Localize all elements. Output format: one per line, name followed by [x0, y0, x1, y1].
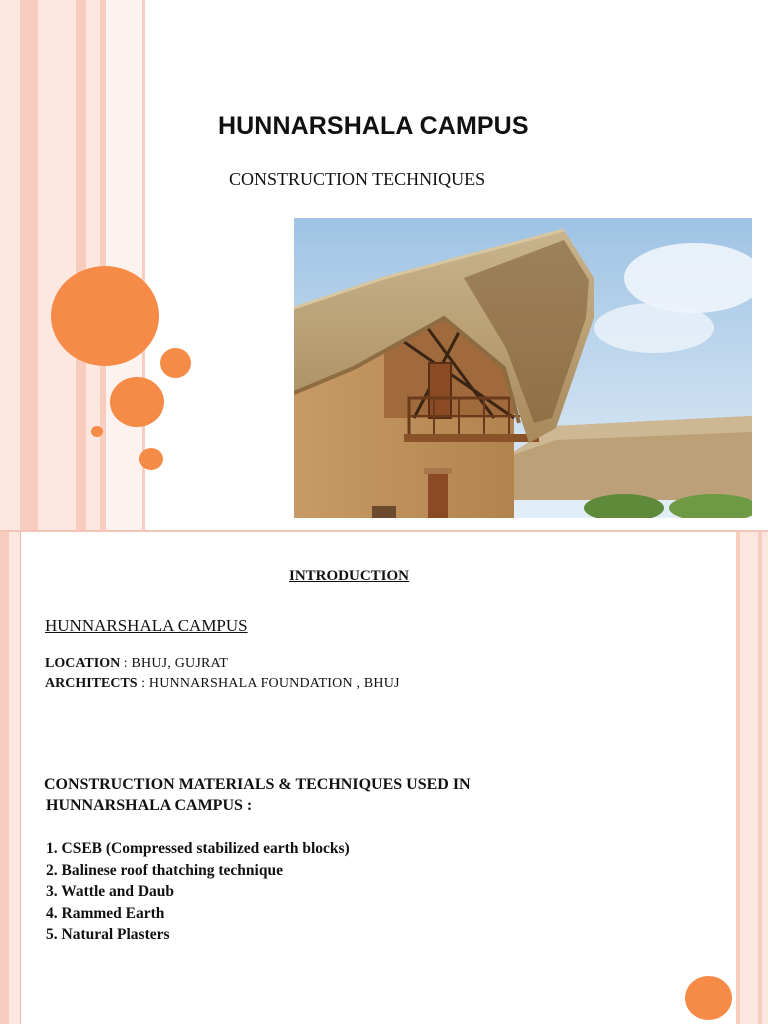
location-line	[45, 656, 228, 672]
location-value: : BHUJ, GUJRAT	[123, 656, 229, 671]
decorative-circle	[110, 377, 164, 427]
materials-list	[46, 838, 350, 946]
location-label: LOCATION	[45, 656, 121, 671]
decorative-stripe	[38, 0, 76, 530]
decorative-circle	[160, 348, 191, 378]
decorative-stripe	[106, 0, 142, 530]
slide-subtitle-text: CONSTRUCTION TECHNIQUES	[229, 169, 486, 189]
decorative-circle	[685, 976, 732, 1020]
decorative-stripe	[762, 532, 768, 1024]
architects-line	[45, 676, 400, 692]
decorative-circle-small	[91, 426, 103, 437]
decorative-stripe	[20, 532, 21, 1024]
materials-heading-line: CONSTRUCTION MATERIALS & TECHNIQUES USED IN	[44, 776, 471, 793]
section-heading: INTRODUCTION	[289, 568, 410, 584]
architects-label: ARCHITECTS	[45, 676, 138, 691]
decorative-stripe	[0, 532, 9, 1024]
decorative-stripe	[20, 0, 38, 530]
materials-heading-line: HUNNARSHALA CAMPUS :	[46, 797, 253, 814]
slide-introduction	[0, 532, 768, 1024]
list-item: 1. CSEB (Compressed stabilized earth blocks)	[46, 840, 350, 857]
slide-title-text: HUNNARSHALA CAMPUS	[218, 112, 529, 140]
decorative-circle-large	[51, 266, 159, 366]
decorative-stripe	[86, 0, 100, 530]
list-item: 3. Wattle and Daub	[46, 883, 175, 900]
decorative-stripe	[9, 532, 20, 1024]
list-item: 4. Rammed Earth	[46, 904, 165, 922]
materials-heading	[44, 774, 471, 816]
campus-title: HUNNARSHALA CAMPUS	[45, 616, 248, 635]
decorative-stripe	[0, 0, 20, 530]
decorative-stripe	[76, 0, 86, 530]
architects-value: : HUNNARSHALA FOUNDATION , BHUJ	[141, 676, 400, 691]
list-item: 2. Balinese roof thatching technique	[46, 861, 283, 879]
campus-building-photo	[294, 218, 752, 518]
decorative-stripe	[740, 532, 758, 1024]
list-item: 5. Natural Plasters	[46, 926, 170, 943]
decorative-circle	[139, 448, 163, 470]
